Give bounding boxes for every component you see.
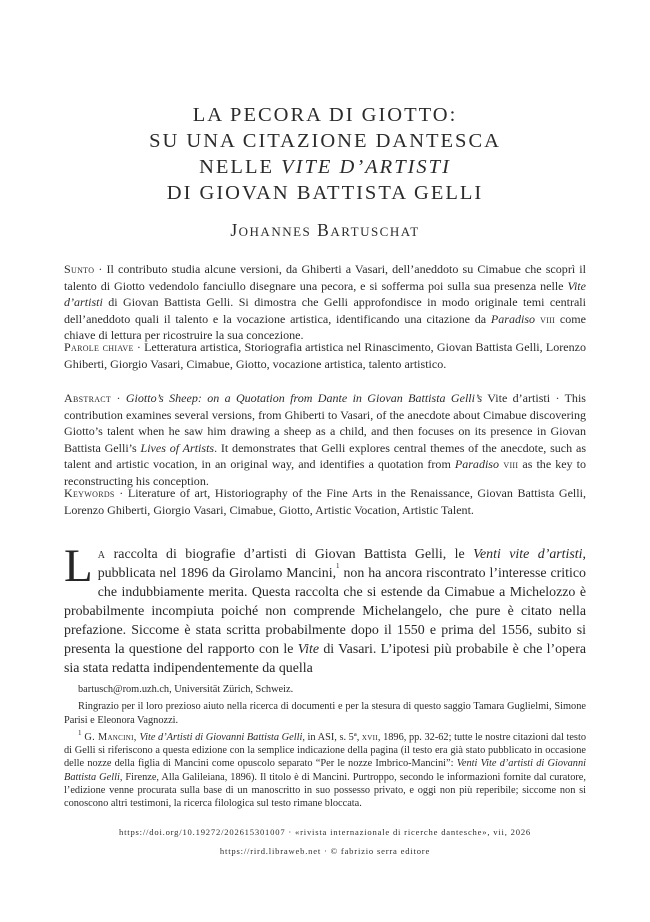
footnote-1-text-3: , Firenze, Alla Galileiana, 1896). Il titolo è di Mancini. Purtroppo, secondo le informazioni fornite dal curatore, l’edizione venne procurata sulla base di un manoscritto in suo possesso privato, e oggi non più reperibile; siccome non si conoscono altri testimoni, la ricerca filologica sul testo rimane bloccata. [64,771,586,810]
body-italic-1: Venti vite d’artisti [473,547,583,562]
abstract-italic-1: Lives of Artists [140,440,215,455]
body-text-1: raccolta di biografie d’artisti di Giovan Battista Gelli, le [105,547,474,562]
sunto-paragraph [64,261,586,344]
footnote-ref-1[interactable]: 1 [336,562,340,570]
author-last-initial: B [317,220,331,240]
footer-doi-line[interactable]: https://doi.org/10.19272/202615301007 · «rivista internazionale di ricerche dantesche», vii, 2026 [118,827,532,837]
sunto-text-1: · Il contributo studia alcune versioni, da Ghiberti a Vasari, dell’aneddoto su Cimabue che scoprì il talento di Giotto vedendolo fanciullo disegnare una pecora, e si sofferma poi sulla sua presenza nelle [64,262,586,293]
abstract-label: Abstract [64,391,112,405]
title-line-1: LA PECORA DI GIOTTO: [192,104,458,126]
author-first-initial: J [230,220,239,240]
keywords-text: · Literature of art, Historiography of the Fine Arts in the Renaissance, Giovan Battista Gelli, Lorenzo Ghiberti, Giorgio Vasari, Cimabue, Giotto, Artistic Vocation, Artistic Talent. [64,486,586,517]
footnote-1-author: G. Mancini, [81,731,140,743]
footnotes [64,683,586,815]
footnote-1 [64,728,586,811]
sunto-italic-2: Paradiso [490,311,536,326]
body-italic-2: Vite [297,642,320,657]
abstract-separator: · [111,391,126,405]
parole-chiave-label: Parole chiave [64,340,134,354]
abstract-title-italic: Giotto’s Sheep: on a Quotation from Dante in Giovan Battista Gelli’s [125,391,483,405]
author-last-rest: ARTUSCHAT [330,224,420,239]
footnote-1-text-1: , in ASI, s. 5ª, [302,731,362,743]
acknowledgements-note: Ringrazio per il loro prezioso aiuto nella ricerca di documenti e per la stesura di questo saggio Tamara Guglielmi, Simone Parisi e Eleonora Vagnozzi. [64,701,586,726]
abstract-text-1: This contribution examines several versions, from Ghiberti to Vasari, of the anecdote about Cimabue discovering Giotto’s talent when he saw him drawing a sheep as a child, and then focuses on its presence in Giovan Battista Gelli’s [64,391,586,455]
footer-publisher-line[interactable]: https://rird.libraweb.net · © fabrizio serra editore [219,846,431,856]
article-title [60,102,590,206]
body-paragraph [64,540,586,678]
sunto-label: Sunto [64,262,95,276]
keywords-label: Keywords [64,486,115,500]
footnote-1-number: 1 [78,728,82,737]
title-line-3-prefix: NELLE [199,156,282,178]
parole-chiave-paragraph [64,339,586,372]
keywords-paragraph [64,485,586,518]
sunto-smallcaps-1: viii [535,311,556,326]
sunto-text-2: di Giovan Battista Gelli. Si dimostra che Gelli approfondisce in modo originale temi centrali dell’aneddoto quali il talento e la vocazione artistica, identificando una citazione da [64,295,586,326]
author-name [60,220,590,241]
drop-cap: L [64,540,93,592]
title-line-2: SU UNA CITAZIONE DANTESCA [149,130,501,152]
parole-chiave-text: · Letteratura artistica, Storiografia artistica nel Rinascimento, Giovan Battista Gelli, Lorenzo Ghiberti, Giorgio Vasari, Cimabue, Giotto, vocazione artistica, talento artistico. [64,340,586,371]
author-first-rest: OHANNES [238,224,312,239]
body-text-2: , pubblicata nel 1896 da Girolamo Mancini, [97,547,586,581]
abstract-title-plain: Vite d’artisti · [482,391,565,405]
abstract-italic-2: Paradiso [454,457,500,472]
footnote-1-smallcaps-1: xvii [361,731,378,743]
footnote-1-text-2: , 1896, pp. 32-62; tutte le nostre citazioni dal testo di Gelli si riferiscono a questa edizione con la semplice indicazione della pagina (il testo era già stato pubblicato in occasione delle nozze della figlia di Mancini come opuscolo separato “Per le nozze Imbrico-Mancini”: [64,731,586,770]
title-line-3-italic: VITE D’ARTISTI [281,156,451,178]
body-smallcaps-start: a [97,547,106,562]
abstract-text-3: as the key to reconstructing his conception. [64,457,586,488]
body-text-3: non ha ancora riscontrato l’interesse critico che indubbiamente merita. Questa raccolta che si estende da Cimabue a Michelozzo è probabilmente incompiuta poiché non comprende Michelangelo, che pure è citato nella prefazione. Siccome è stata scritta probabilmente dopo il 1550 e prima del 1556, subito si presenta la questione del rapporto con le [64,566,586,657]
body-text-4: di Vasari. L’ipotesi più probabile è che l’opera sia stata redatta indipendentemente da quella [64,642,586,676]
abstract-smallcaps-1: viii [499,457,519,472]
abstract-paragraph [64,390,586,490]
footnote-1-italic-1: Vite d’Artisti di Giovanni Battista Gelli [139,731,303,743]
author-email-note: bartusch@rom.uzh.ch, Universität Zürich, Schweiz. [78,684,294,695]
title-line-4: DI GIOVAN BATTISTA GELLI [166,182,484,204]
sunto-italic-1: Vite d’artisti [64,278,586,310]
footnote-1-italic-2: Venti Vite d’artisti di Giovanni Battista Gelli [64,758,586,783]
title-line-3 [60,154,590,180]
abstract-text-2: . It demonstrates that Gelli explores central themes of the anecdote, such as talent and artistic vocation, in an original way, and identifies a quotation from [64,440,587,472]
sunto-text-3: come chiave di lettura per ricostruire la sua concezione. [64,311,587,343]
